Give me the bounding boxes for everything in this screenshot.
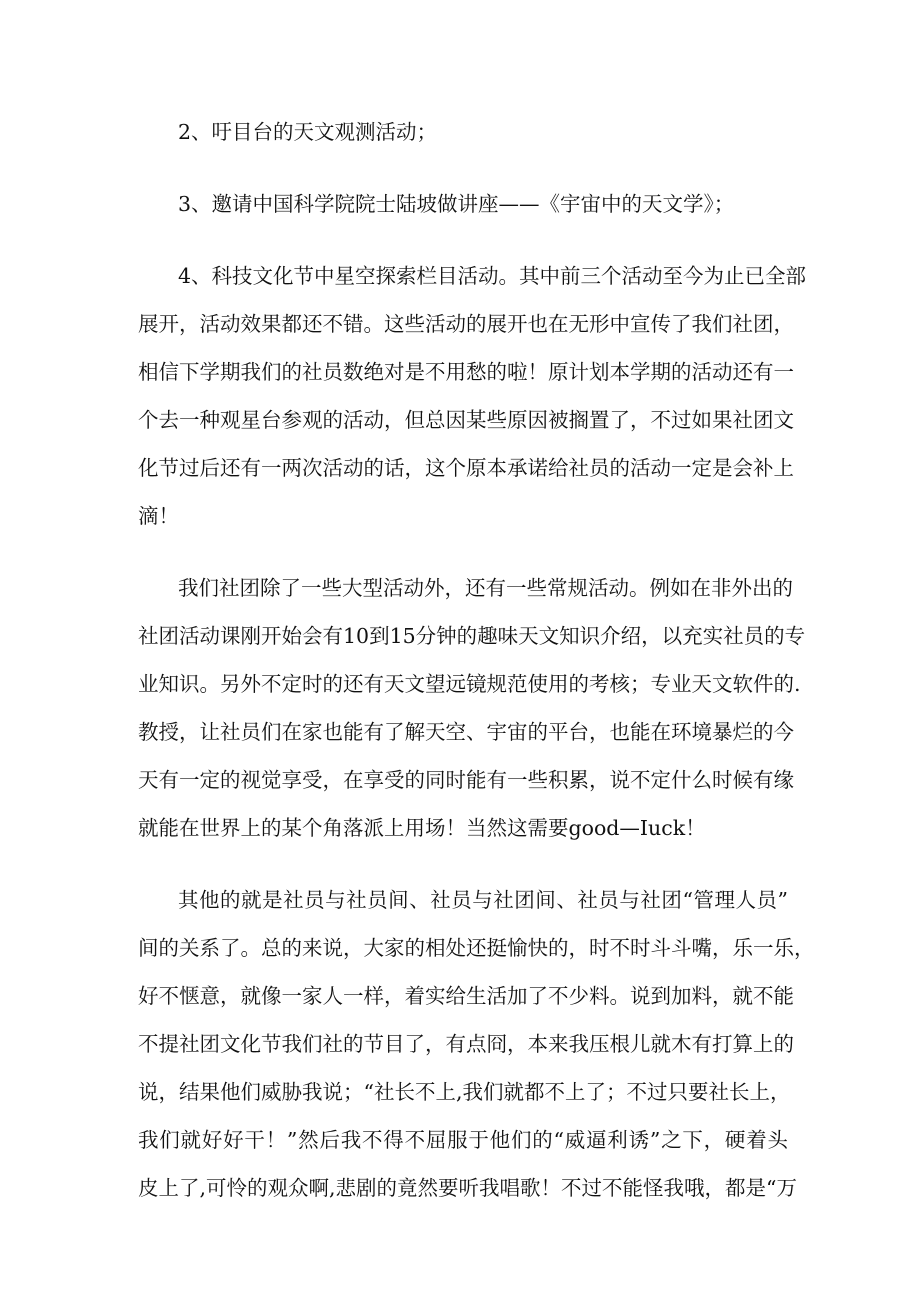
text-line: 间的关系了。总的来说，大家的相处还挺愉快的，时不时斗斗嘴，乐一乐， [138,936,815,960]
text-line: 不提社团文化节我们社的节目了，有点冏，本来我压根儿就木有打算上的 [138,1032,794,1056]
text-line: 4、科技文化节中星空探索栏目活动。其中前三个活动至今为止已全部 [178,264,807,288]
text-line: 相信下学期我们的社员数绝对是不用愁的啦！原计划本学期的活动还有一 [138,360,794,384]
text-line: 教授，让社员们在家也能有了解天空、宇宙的平台，也能在环境暴烂的今 [138,720,794,744]
text-line: 化节过后还有一两次活动的话，这个原本承诺给社员的活动一定是会补上 [138,456,794,480]
text-line: 社团活动课刚开始会有10到15分钟的趣味天文知识介绍，以充实社员的专 [138,624,806,648]
paragraph-item-4 [138,252,807,540]
paragraph-item-2 [138,108,788,156]
paragraph-member-relations [138,876,815,1212]
text-line: 个去一种观星台参观的活动，但总因某些原因被搁置了，不过如果社团文 [138,408,794,432]
text-line: 展开，活动效果都还不错。这些活动的展开也在无形中宣传了我们社团， [138,312,794,336]
text-line: 3、邀请中国科学院院士陆坡做讲座——《宇宙中的天文学》； [178,192,735,216]
text-line: 2、吁目台的天文观测活动； [178,120,438,144]
text-line: 皮上了,可怜的观众啊,悲剧的竟然要听我唱歌！不过不能怪我哦，都是“万 [138,1176,798,1200]
paragraph-regular-activities [138,564,806,852]
text-line: 好不惬意，就像一家人一样，着实给生活加了不少料。说到加料，就不能 [138,984,794,1008]
text-line: 说，结果他们威胁我说；“社长不上,我们就都不上了；不过只要社长上， [138,1080,791,1104]
text-line: 滴！ [138,504,179,528]
document-body [138,108,815,1212]
text-line: 其他的就是社员与社员间、社员与社团间、社员与社团“管理人员” [178,888,788,912]
paragraph-item-3 [138,180,788,228]
text-line: 天有一定的视觉享受，在享受的同时能有一些积累，说不定什么时候有缘 [138,768,794,792]
text-line: 业知识。另外不定时的还有天文望远镜规范使用的考核；专业天文软件的. [138,672,801,696]
text-line: 我们社团除了一些大型活动外，还有一些常规活动。例如在非外出的 [178,576,793,600]
text-line: 就能在世界上的某个角落派上用场！当然这需要good—Iuck！ [138,816,706,840]
text-line: 我们就好好干！”然后我不得不屈服于他们的“威逼利诱”之下，硬着头 [138,1128,788,1152]
